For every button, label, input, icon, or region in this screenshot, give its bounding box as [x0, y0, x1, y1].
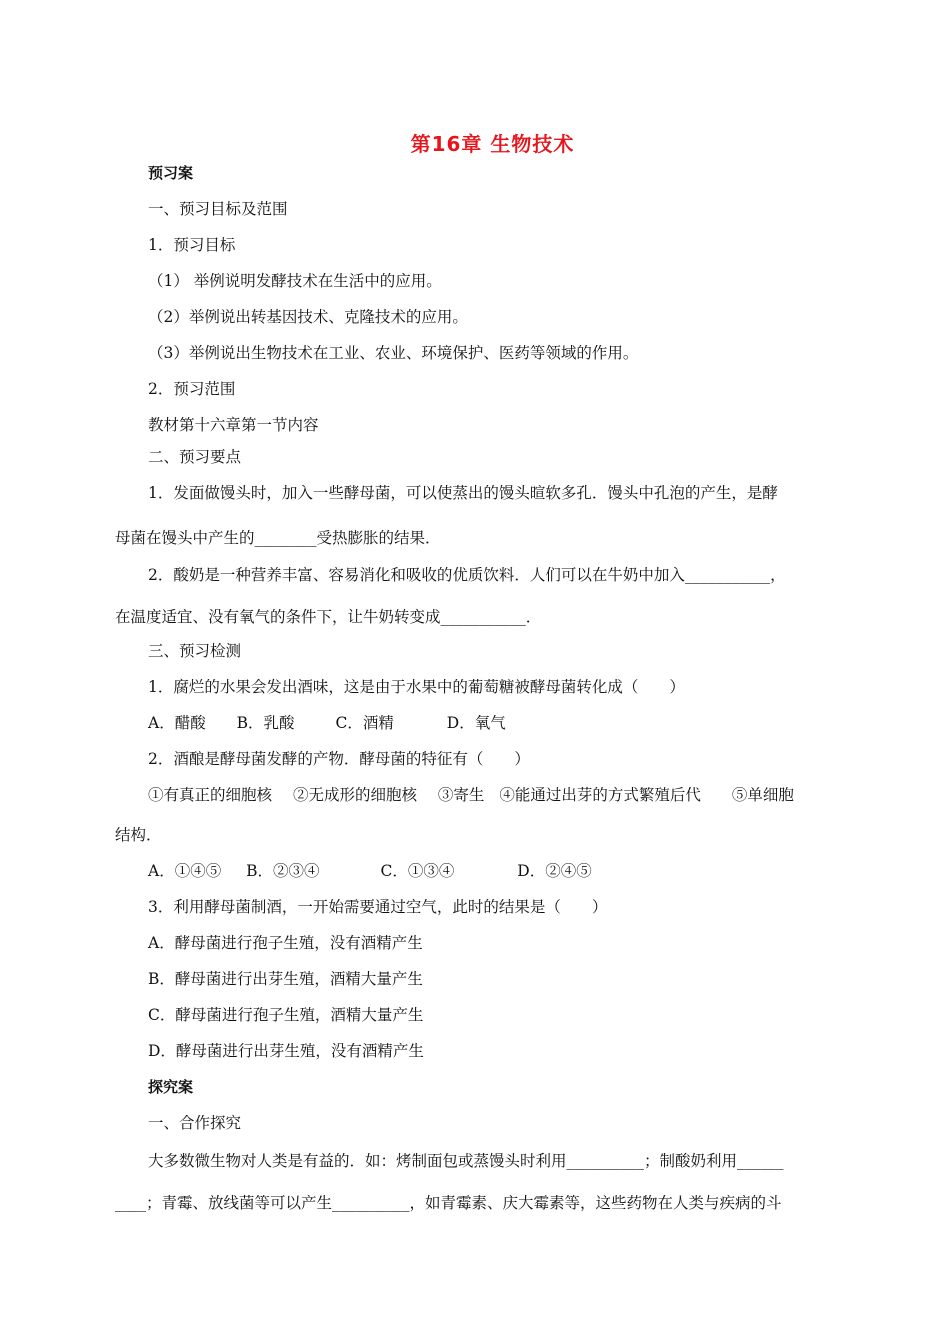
- feature: ⑤单细胞: [731, 786, 794, 804]
- section-heading: 二、预习要点: [148, 448, 242, 466]
- option: D．氧气: [446, 714, 506, 732]
- paragraph-line: ____；青霉、放线菌等可以产生__________，如青霉素、庆大霉素等，这些药物在人类与疾病的斗: [115, 1194, 782, 1212]
- preview-heading: 预习案: [148, 164, 194, 182]
- feature-list: [148, 784, 794, 806]
- goal-item: （2）举例说出转基因技术、克隆技术的应用。: [148, 308, 468, 326]
- option: D．②④⑤: [517, 862, 592, 880]
- paragraph-line: 在温度适宜、没有氧气的条件下，让牛奶转变成___________．: [115, 608, 542, 626]
- option: A．酵母菌进行孢子生殖，没有酒精产生: [148, 934, 423, 952]
- option: C．酵母菌进行孢子生殖，酒精大量产生: [148, 1006, 424, 1024]
- paragraph-line: 2．酸奶是一种营养丰富、容易消化和吸收的优质饮料．人们可以在牛奶中加入___________，: [148, 566, 786, 584]
- paragraph-line: 结构．: [115, 826, 162, 844]
- paragraph-line: 大多数微生物对人类是有益的．如：烤制面包或蒸馒头时利用__________；制酸奶利用______: [148, 1152, 784, 1170]
- scope-text: 教材第十六章第一节内容: [148, 416, 319, 434]
- answer-options: [148, 860, 592, 882]
- feature: ①有真正的细胞核: [148, 786, 273, 804]
- section-heading: 一、预习目标及范围: [148, 200, 288, 218]
- goal-item: （1） 举例说明发酵技术在生活中的应用。: [148, 272, 442, 290]
- goal-heading: 1．预习目标: [148, 236, 236, 254]
- feature: ③寄生: [437, 786, 485, 804]
- answer-options: [148, 712, 506, 734]
- option: C．酒精: [335, 714, 394, 732]
- goal-item: （3）举例说出生物技术在工业、农业、环境保护、医药等领域的作用。: [148, 344, 639, 362]
- page-title: 第16章 生物技术: [410, 132, 575, 156]
- scope-heading: 2．预习范围: [148, 380, 236, 398]
- question-stem: 3．利用酵母菌制酒，一开始需要通过空气，此时的结果是（ ）: [148, 898, 608, 916]
- option: A．醋酸: [148, 714, 206, 732]
- option: C．①③④: [380, 862, 455, 880]
- question-stem: 1．腐烂的水果会发出酒味，这是由于水果中的葡萄糖被酵母菌转化成（ ）: [148, 678, 685, 696]
- paragraph-line: 母菌在馒头中产生的________受热膨胀的结果．: [115, 529, 441, 547]
- option: B．酵母菌进行出芽生殖，酒精大量产生: [148, 970, 423, 988]
- option: A．①④⑤: [148, 862, 222, 880]
- section-heading: 一、合作探究: [148, 1114, 242, 1132]
- option: D．酵母菌进行出芽生殖，没有酒精产生: [148, 1042, 424, 1060]
- section-heading: 三、预习检测: [148, 642, 242, 660]
- feature: ④能通过出芽的方式繁殖后代: [499, 786, 701, 804]
- option: B．乳酸: [236, 714, 295, 732]
- option: B．②③④: [246, 862, 320, 880]
- paragraph-line: 1．发面做馒头时，加入一些酵母菌，可以使蒸出的馒头暄软多孔．馒头中孔泡的产生，是酵: [148, 484, 778, 502]
- question-stem: 2．酒酿是酵母菌发酵的产物．酵母菌的特征有（ ）: [148, 750, 530, 768]
- explore-heading: 探究案: [148, 1078, 194, 1096]
- feature: ②无成形的细胞核: [292, 786, 417, 804]
